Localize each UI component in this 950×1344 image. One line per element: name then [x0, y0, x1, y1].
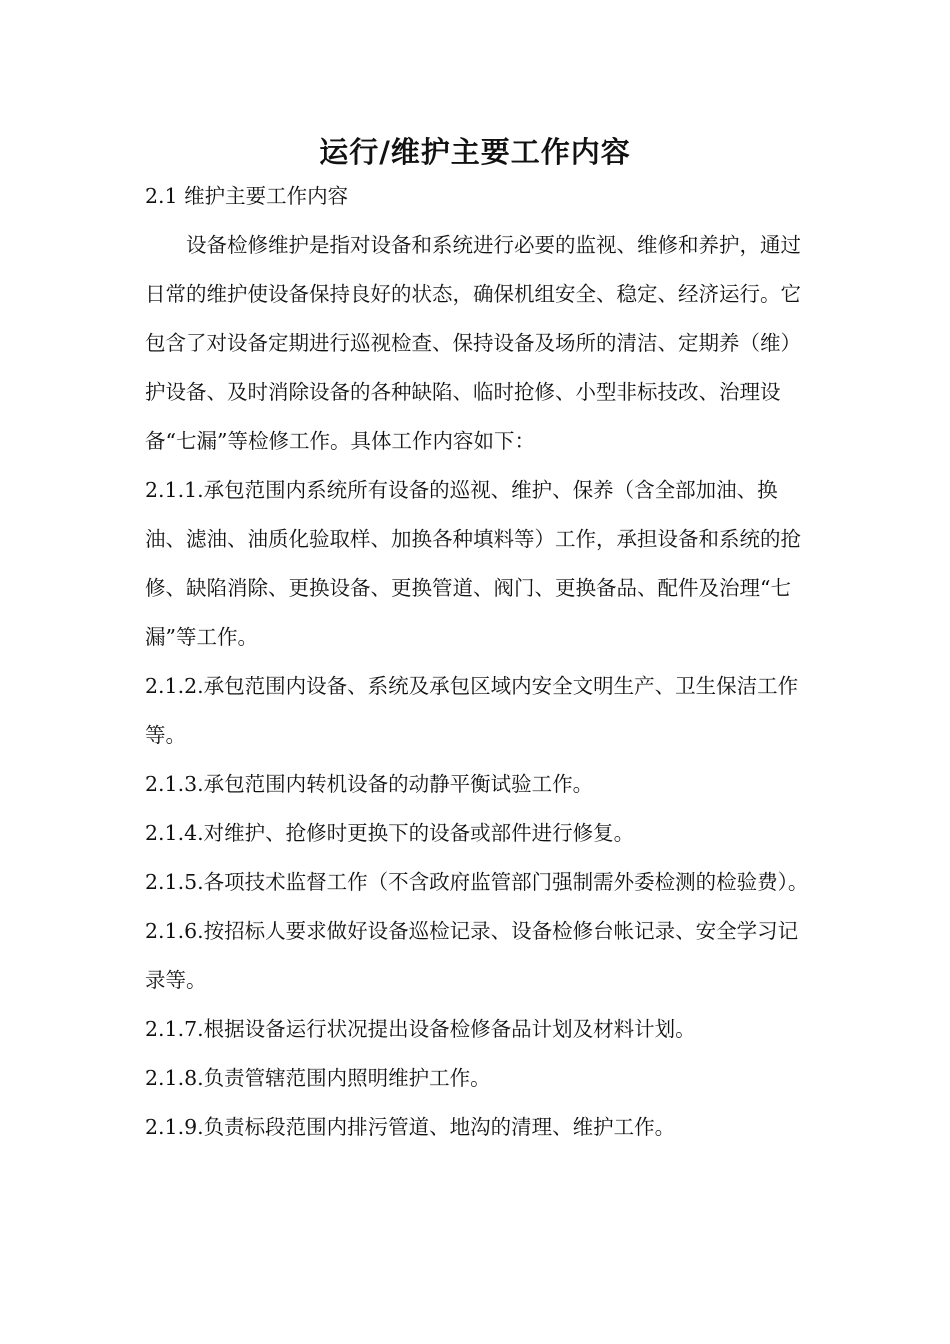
section-heading: 2.1 维护主要工作内容: [145, 184, 349, 208]
item-2-1-8: 2.1.8.负责管辖范围内照明维护工作。: [145, 1066, 491, 1090]
item-2-1-9: 2.1.9.负责标段范围内排污管道、地沟的清理、维护工作。: [145, 1115, 676, 1139]
intro-paragraph: 设备检修维护是指对设备和系统进行必要的监视、维修和养护，通过日常的维护使设备保持良好的状态，确保机组安全、稳定、经济运行。它包含了对设备定期进行巡视检查、保持设备及场所的清洁、定期养（维）护设备、及时消除设备的各种缺陷、临时抢修、小型非标技改、治理设备“七漏”等检修工作。具体工作内容如下：: [145, 233, 801, 453]
page-title: 运行/维护主要工作内容: [319, 135, 631, 169]
item-2-1-7: 2.1.7.根据设备运行状况提出设备检修备品计划及材料计划。: [145, 1017, 696, 1041]
item-2-1-6: 2.1.6.按招标人要求做好设备巡检记录、设备检修台帐记录、安全学习记录等。: [145, 919, 799, 992]
item-2-1-1: 2.1.1.承包范围内系统所有设备的巡视、维护、保养（含全部加油、换油、滤油、油质化验取样、加换各种填料等）工作，承担设备和系统的抢修、缺陷消除、更换设备、更换管道、阀门、更换备品、配件及治理“七漏”等工作。: [145, 478, 801, 649]
item-2-1-5: 2.1.5.各项技术监督工作（不含政府监管部门强制需外委检测的检验费）。: [145, 870, 809, 894]
item-2-1-3: 2.1.3.承包范围内转机设备的动静平衡试验工作。: [145, 772, 594, 796]
item-2-1-4: 2.1.4.对维护、抢修时更换下的设备或部件进行修复。: [145, 821, 635, 845]
document-body: [145, 172, 815, 1152]
item-2-1-2: 2.1.2.承包范围内设备、系统及承包区域内安全文明生产、卫生保洁工作等。: [145, 674, 799, 747]
